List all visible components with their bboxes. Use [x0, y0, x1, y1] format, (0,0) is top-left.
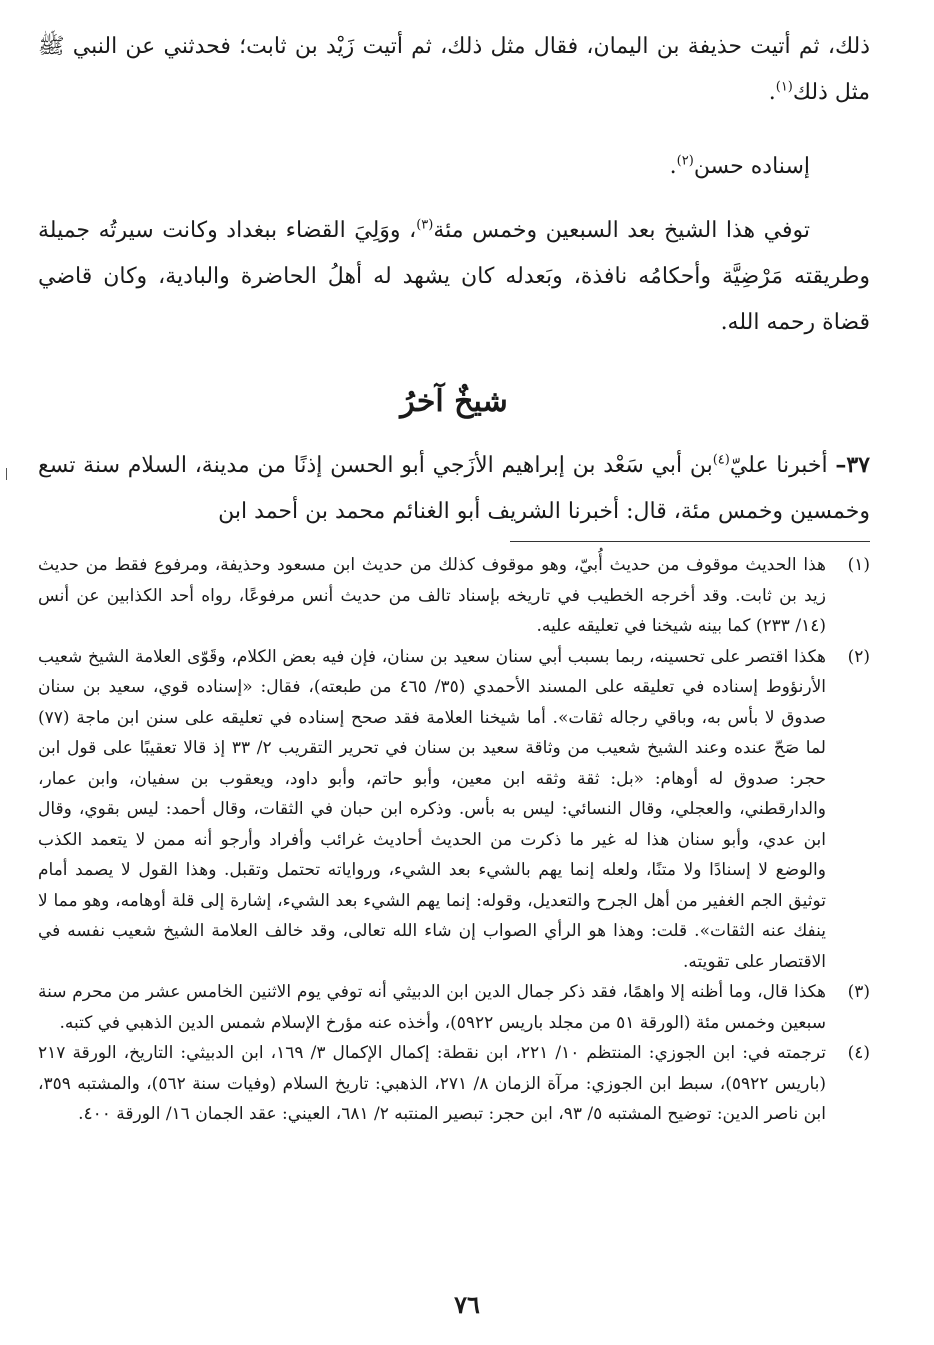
hadith-block	[38, 442, 870, 535]
main-text	[38, 24, 870, 346]
paragraph-text: ، ووَلِيَ القضاء ببغداد وكانت سيرتُه جميلة وطريقته مَرْضِيَّة وأحكامُه نافذة، وبَعدله كان يشهد له أهلُ الحاضرة والبادية، وكان قاضي قضاة رحمه الله.	[38, 218, 870, 335]
paragraph-hadith-end	[38, 24, 870, 116]
footnote-4	[38, 1038, 870, 1130]
punctuation: .	[768, 80, 776, 105]
isnad-grade	[38, 144, 870, 190]
footnote-divider	[510, 541, 870, 542]
page-number: ٧٦	[454, 1290, 480, 1319]
footnote-number: (٢)	[847, 646, 870, 667]
footnote-ref-1[interactable]: (١)	[775, 79, 793, 95]
hadith-number: ٣٧–	[835, 452, 870, 478]
footnote-number: (٣)	[847, 982, 870, 1002]
hadith-text: بن أبي سَعْد بن إبراهيم الأزَجي أبو الحسن إذنًا من مدينة، السلام سنة تسع وخمسين وخمس مئة، قال: أخبرنا الشريف أبو الغنائم محمد بن أحمد ابن	[38, 453, 870, 524]
hadith-paragraph	[38, 442, 870, 535]
punctuation: .	[669, 154, 677, 179]
footnotes	[38, 550, 870, 1130]
paragraph-text: ذلك، ثم أتيت حذيفة بن اليمان، فقال مثل ذلك، ثم أتيت زَيْد بن ثابت؛ فحدثني عن النبي ﷺ مثل ذلك	[38, 34, 870, 105]
footnote-ref-2[interactable]: (٢)	[676, 153, 694, 169]
footnote-text: هكذا قال، وما أظنه إلا واهمًا، فقد ذكر جمال الدين ابن الدبيثي أنه توفي يوم الاثنين الخامس عشر من محرم سنة سبعين وخمس مئة (الورقة ٥١ من مجلد باريس ٥٩٢٢)، وأخذه عنه مؤرخ الإسلام شمس الدين الذهبي في كتبه.	[38, 982, 826, 1033]
footnote-number: (١)	[847, 555, 870, 575]
paragraph-text: توفي هذا الشيخ بعد السبعين وخمس مئة	[433, 218, 810, 243]
footnote-number: (٤)	[847, 1043, 870, 1063]
footnote-text: ترجمته في: ابن الجوزي: المنتظم ١٠/ ٢٢١، ابن نقطة: إكمال الإكمال ٣/ ١٦٩، ابن الدبيثي: التاريخ، الورقة ٢١٧ (باريس ٥٩٢٢)، سبط ابن الجوزي: مرآة الزمان ٨/ ٢٧١، الذهبي: تاريخ السلام (وفيات سنة ٥٦٢)، والمشتبه ٣٥٩، ابن ناصر الدين: توضيح المشتبه ٥/ ٩٣، ابن حجر: تبصير المنتبه ٢/ ٦٨١، العيني: عقد الجمان ١٦/ الورقة ٤٠٠.	[38, 1043, 826, 1124]
margin-mark	[6, 468, 7, 480]
footnote-text: هكذا اقتصر على تحسينه، ربما بسبب أبي سنان سعيد بن سنان، فإن فيه بعض الكلام، وقَوّى العلامة الشيخ شعيب الأرنؤوط إسناده في تعليقه على المسند الأحمدي (٣٥/ ٤٦٥ من طبعته)، فقال: «إسناده قوي، سعيد بن سنان صدوق لا بأس به، وباقي رجاله ثقات». أما شيخنا العلامة فقد صحح إسناده في تعليقه على سنن ابن ماجة (٧٧) لما صَحّ عنده وعند الشيخ شعيب من وثاقة سعيد بن سنان في تحرير التقريب ٢/ ٣٣ إذ قالا تعقيبًا على قول ابن حجر: صدوق له أوهام: «بل: ثقة وثقه ابن معين، وأبو حاتم، وأبو داود، ويعقوب بن سفيان، وابن عمار، والدارقطني، والعجلي، وقال النسائي: ليس به بأس. وذكره ابن حبان في الثقات، وقال أحمد: ليس بقوي، وقال ابن عدي، وأبو سنان هذا له غير ما ذكرت من الحديث أحاديث غرائب وأفراد وأرجو أنه ممن لا يتعمد الكذب والوضع لا إسنادًا ولا متنًا، ولعله إنما يهم بالشيء بعد الشيء، ورواياته تحتمل وتقبل. وهذا القول لا يصمد أمام توثيق الجم الغفير من أهل الجرح والتعديل، وقوله: إنما يهم الشيء بعد الشيء، إشارة إلى قلة أوهامه، وهو مما لا ينفك عنه الثقات». قلت: وهذا هو الرأي الصواب إن شاء الله تعالى، وقد خالف العلامة الشيخ شعيب نفسه في الاقتصار على تقويته.	[38, 646, 826, 972]
footnote-3	[38, 977, 870, 1038]
hadith-text: أخبرنا عليّ	[729, 453, 828, 478]
page-body	[38, 24, 870, 1130]
paragraph-biography	[38, 208, 870, 346]
section-heading: شيخٌ آخرُ	[400, 384, 508, 419]
isnad-text: إسناده حسن	[693, 154, 810, 179]
footnote-ref-4[interactable]: (٤)	[712, 452, 730, 468]
footnote-text: هذا الحديث موقوف من حديث أُبيّ، وهو موقوف كذلك من حديث ابن مسعود وحذيفة، ومرفوع فقط من حديث زيد بن ثابت. وقد أخرجه الخطيب في تاريخه بإسناد تالف من حديث أنس مرفوعًا، رواه أحد الكذابين عن أنس (١٤/ ٢٣٣) كما بينه شيخنا في تعليقه عليه.	[38, 555, 826, 636]
footnote-1	[38, 550, 870, 642]
footnote-2	[38, 642, 870, 978]
footnote-ref-3[interactable]: (٣)	[416, 217, 434, 233]
